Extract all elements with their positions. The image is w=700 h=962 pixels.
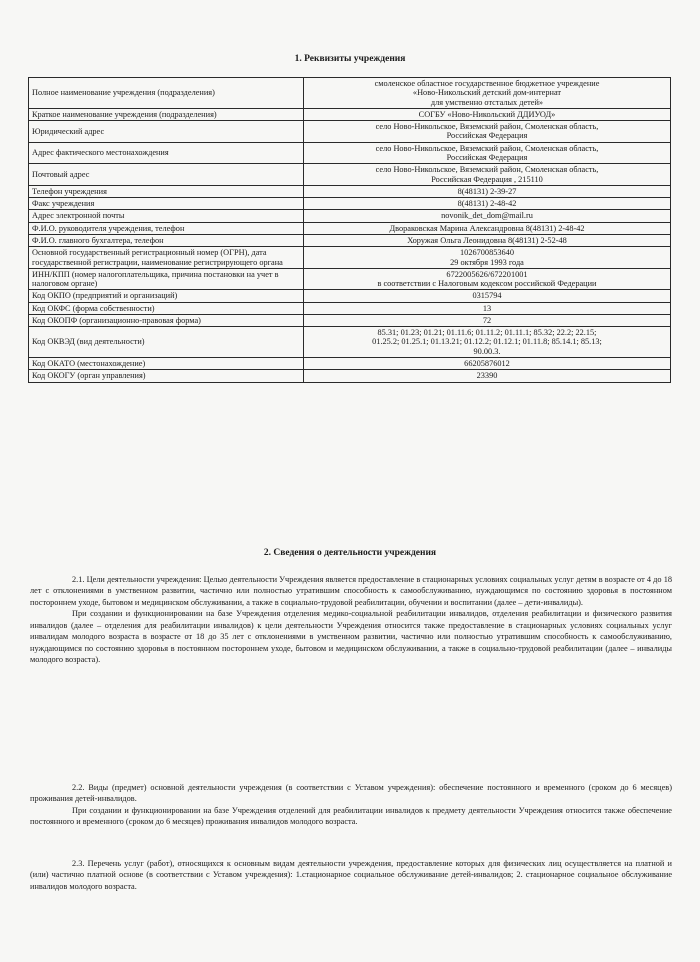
table-row [29, 302, 671, 314]
requisite-value [304, 268, 671, 290]
requisite-value [304, 302, 671, 314]
requisite-value-line: в соответствии с Налоговым кодексом российской Федерации [377, 279, 597, 289]
requisite-value [304, 185, 671, 197]
requisite-value-line: 0315794 [472, 291, 502, 301]
requisite-value-line: 85.31; 01.23; 01.21; 01.11.6; 01.11.2; 01.11.1; 85.32; 22.2; 22.15; [377, 328, 597, 338]
requisite-value [304, 314, 671, 326]
requisite-value [304, 370, 671, 382]
requisite-value [304, 290, 671, 302]
requisite-label: ИНН/КПП (номер налогоплательщика, причина постановки на учет в налоговом органе) [29, 268, 304, 290]
requisite-value-line: Российская Федерация [446, 131, 528, 141]
requisite-value-line: село Ново-Никольское, Вяземский район, Смоленская область, [375, 143, 599, 153]
requisite-value-line: «Ново-Никольский детский дом-интернат [412, 88, 562, 98]
section1-title: 1. Реквизиты учреждения [294, 54, 406, 64]
table-row [29, 358, 671, 370]
requisite-value [304, 78, 671, 109]
requisite-value-line: novonik_det_dom@mail.ru [441, 211, 533, 221]
requisite-value-line: 8(48131) 2-39-27 [457, 186, 517, 196]
requisite-label: Код ОКВЭД (вид деятельности) [29, 327, 304, 358]
requisite-value-line: 90.00.3. [473, 346, 501, 356]
table-row [29, 314, 671, 326]
requisite-value-line: 13 [482, 303, 492, 313]
table-row [29, 222, 671, 234]
table-row [29, 327, 671, 358]
requisite-value-line: Российская Федерация , 215110 [431, 174, 543, 184]
requisite-label: Краткое наименование учреждения (подразделения) [29, 108, 304, 120]
requisite-label: Телефон учреждения [29, 185, 304, 197]
requisite-label: Адрес электронной почты [29, 210, 304, 222]
requisite-value-line: 6722005626/672201001 [446, 269, 528, 279]
requisite-label: Код ОКАТО (местонахождение) [29, 358, 304, 370]
requisite-value-line: село Ново-Никольское, Вяземский район, Смоленская область, [375, 122, 599, 132]
requisite-value-line: СОГБУ «Ново-Никольский ДДИУОД» [418, 109, 556, 119]
requisite-label: Ф.И.О. главного бухгалтера, телефон [29, 234, 304, 246]
requisite-value-line: Российская Федерация [446, 152, 528, 162]
requisite-value [304, 234, 671, 246]
table-row [29, 185, 671, 197]
requisite-value-line: 1026700853640 [460, 248, 514, 258]
requisite-label: Полное наименование учреждения (подразделения) [29, 78, 304, 109]
requisite-label: Ф.И.О. руководителя учреждения, телефон [29, 222, 304, 234]
table-row [29, 234, 671, 246]
requisite-label: Код ОКОГУ (орган управления) [29, 370, 304, 382]
table-row [29, 108, 671, 120]
requisite-label: Адрес фактического местонахождения [29, 142, 304, 164]
requisite-value-line: Хоружая Ольга Леонидовна 8(48131) 2-52-48 [407, 235, 567, 245]
paragraph-services-list: 2.3. Перечень услуг (работ), относящихся к основным видам деятельности учреждения, предоставление которых для физических лиц осуществляется на платной и (или) частично платной основе (в соответствии с Уставом учреждения): 1.стационарное социальное обслуживание детей-инвалидов; 2. стационарное социальное обслуживание инвалидов молодого возраста. [30, 859, 672, 891]
requisite-value [304, 121, 671, 143]
requisite-value-line: 72 [482, 315, 492, 325]
section2-1-block [30, 574, 672, 666]
requisite-value [304, 327, 671, 358]
table-row [29, 78, 671, 109]
requisite-label: Код ОКФС (форма собственности) [29, 302, 304, 314]
paragraph-goals-extension: При создании и функционировании на базе Учреждения отделения медико-социальной реабилитации инвалидов, отделения реабилитации и физического развития инвалидов (далее – отделения для реабилитации инвалидов) к цели деятельности Учреждения относится также предоставление в стационарных условиях социальных услуг инвалидам молодого возраста в возрасте от 18 до 35 лет с отклонениями в умственном развитии, частично или полностью утратившим способность к самообслуживанию, нуждающимся по состоянию здоровья в постоянном постороннем уходе, бытовом и медицинском обслуживании, а также в социально-трудовой реабилитации (далее – инвалиды молодого возраста). [30, 609, 672, 665]
section2-2-block [30, 782, 672, 828]
requisite-value [304, 142, 671, 164]
section2-title: 2. Сведения о деятельности учреждения [263, 548, 437, 558]
table-row [29, 121, 671, 143]
requisite-value-line: 66205876012 [464, 359, 510, 369]
paragraph-goals: 2.1. Цели деятельности учреждения: Целью деятельности Учреждения является предоставление в стационарных условиях социальных услуг детям в возрасте от 4 до 18 лет с отклонениями в умственном развитии, частично или полностью утратившим способность к самообслуживанию, нуждающимся по состоянию здоровья в постоянном постороннем уходе, бытовом и медицинском обслуживании, а также в социально-трудовой реабилитации, обучении и воспитании (далее – дети-инвалиды). [30, 575, 672, 607]
requisite-value [304, 247, 671, 269]
requisite-label: Основной государственный регистрационный номер (ОГРН), дата государственной регистрации, наименование регистрирующего органа [29, 247, 304, 269]
requisite-value-line: 8(48131) 2-48-42 [457, 199, 517, 209]
table-row [29, 198, 671, 210]
table-row [29, 142, 671, 164]
requisite-value-line: село Ново-Никольское, Вяземский район, Смоленская область, [375, 165, 599, 175]
paragraph-activity-extension: При создании и функционировании на базе Учреждения отделений для реабилитации инвалидов к предмету деятельности Учреждения относится также обеспечение постоянного и временного (сроком до 6 месяцев) проживания инвалидов молодого возраста. [30, 805, 672, 827]
requisite-value [304, 164, 671, 186]
requisite-value-line: Двораковская Марина Александровна 8(48131) 2-48-42 [389, 223, 585, 233]
section2-3-block [30, 858, 672, 892]
requisite-label: Код ОКПО (предприятий и организаций) [29, 290, 304, 302]
requisite-value [304, 108, 671, 120]
table-row [29, 268, 671, 290]
requisite-value-line: 01.25.2; 01.25.1; 01.13.21; 01.12.2; 01.12.1; 01.11.8; 85.14.1; 85.13; [372, 337, 602, 347]
requisite-label: Юридический адрес [29, 121, 304, 143]
requisite-value-line: смоленское областное государственное бюджетное учреждение [374, 79, 600, 88]
requisite-value [304, 358, 671, 370]
table-row [29, 290, 671, 302]
requisites-table [28, 77, 671, 383]
requisite-label: Почтовый адрес [29, 164, 304, 186]
table-row [29, 164, 671, 186]
requisite-value [304, 210, 671, 222]
paragraph-activity-types: 2.2. Виды (предмет) основной деятельности учреждения (в соответствии с Уставом учреждения): обеспечение постоянного и временного (сроком до 6 месяцев) проживания детей-инвалидов. [30, 783, 672, 804]
requisite-value [304, 198, 671, 210]
table-row [29, 247, 671, 269]
requisite-label: Код ОКОПФ (организационно-правовая форма) [29, 314, 304, 326]
table-row [29, 210, 671, 222]
requisite-value [304, 222, 671, 234]
requisite-value-line: для умственно отсталых детей» [430, 97, 544, 107]
requisite-value-line: 23390 [476, 371, 498, 381]
requisite-label: Факс учреждения [29, 198, 304, 210]
table-row [29, 370, 671, 382]
requisite-value-line: 29 октября 1993 года [450, 257, 524, 267]
